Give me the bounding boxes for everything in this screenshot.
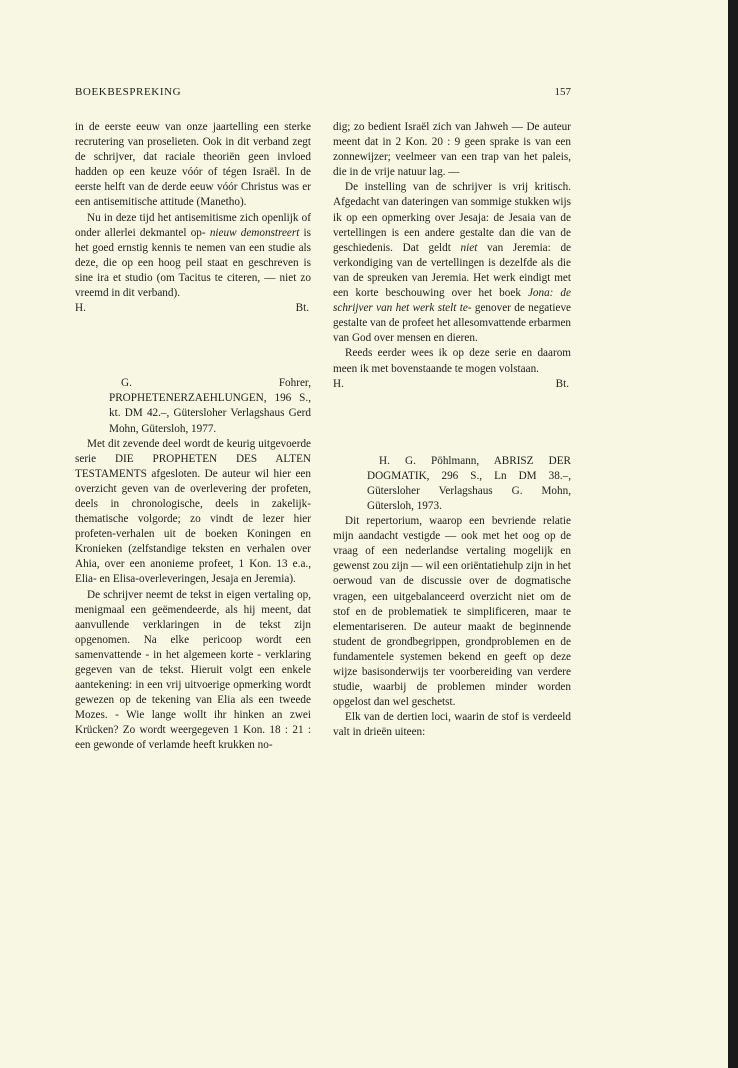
left-paragraph-2 (75, 211, 311, 302)
right-column (333, 120, 571, 740)
page-edge-shadow (728, 0, 738, 1068)
page-number: 157 (554, 86, 571, 98)
book-reference-pohlmann: H. G. Pöhlmann, ABRISZ DER DOGMATIK, 296 S., Ln DM 38.–, Gütersloher Verlagshaus G. Mohn, Gütersloh, 1973. (367, 454, 571, 512)
left-paragraph-2-start: Nu in deze tijd het antisemitisme zich openlijk of onder allerlei dekmantel op- (75, 211, 311, 239)
signature-initials: Bt. (295, 302, 309, 315)
signature-name: H. (333, 377, 344, 390)
review-signature-1 (75, 301, 311, 316)
signature-name: H. (75, 302, 86, 315)
left-paragraph-4: De schrijver neemt de tekst in eigen vertaling op, menigmaal een geëmendeerde, als hij meent, dat aanvullende verklaringen in de tekst zijn opgenomen. Na elke pericoop wordt een samenvattende - in het algemeen korte - verklaring gegeven van de tekst. Hieruit volgt een enkele aantekening: in een vrij uitvoerige opmerking wordt gewezen op de tekening van Elia als een tweede Mozes. - Wie lange wollt ihr hinken an zwei Krücken? Zo wordt weergegeven 1 Kon. 18 : 21 : een gewonde of verlamde heeft krukken no- (75, 588, 311, 752)
right-paragraph-2 (333, 180, 571, 346)
left-column (75, 120, 311, 754)
right-paragraph-2-emphasis-2: Jona: de schrijver van het werk stelt te- (333, 287, 571, 315)
left-paragraph-3: Met dit zevende deel wordt de keurig uitgevoerde serie DIE PROPHETEN DES ALTEN TESTAMENTS afgesloten. De auteur wil hier een overzicht geven van de overlevering der profeten, deels in chronologische, deels in zakelijk-thematische volgorde; zo vindt de lezer hier profeten-verhalen uit de boeken Koningen en Kronieken (zelfstandige teksten en verhalen over Ahia, over een anonieme profeet, 1 Kon. 13 e.a., Elia- en Elisa-overleveringen, Jesaja en Jeremia). (75, 437, 311, 586)
running-title: BOEKBESPREKING (75, 86, 182, 98)
right-paragraph-2-emphasis-1: niet (460, 241, 478, 254)
left-paragraph-2-end: is het goed ernstig kennis te nemen van een studie als deze, die op een hoog peil staat en geschreven is sine ira et studio (om Tacitus te citeren, — niet zo vreemd in dit verband). (75, 226, 312, 300)
right-paragraph-1: dig; zo bedient Israël zich van Jahweh — De auteur meent dat in 2 Kon. 20 : 9 geen sprake is van een zonnewijzer; veelmeer van een trap van het paleis, die in de vrije natuur lag. — (333, 121, 571, 179)
right-paragraph-4: Dit repertorium, waarop een bevriende relatie mijn aandacht vestigde — ook met het oog op de vraag of een nederlandse vertaling mogelijk en gewenst zou zijn — wil een oriëntatiehulp zijn in het oerwoud van de discussie over de dogmatische vragen, een uitgebalanceerd overzicht niet om de stof en de problematiek te simplificeren, maar te elementariseren. De auteur maakt de beginnende student de grondbegrippen, grondproblemen en de fundamentele systemen bekend en geeft op deze wijze basisonderwijs ter voorbereiding van verdere studie, waarbij de problemen minder worden opgelost dan wel geschetst. (333, 515, 571, 709)
signature-initials: Bt. (555, 377, 569, 390)
right-paragraph-2-end: genover de negatieve gestalte van de profeet het allesomvattende erbarmen van God over mensen en dieren. (333, 302, 572, 345)
right-paragraph-5: Elk van de dertien loci, waarin de stof is verdeeld valt in drieën uiteen: (333, 711, 571, 739)
book-reference-fohrer: G. Fohrer, PROPHETENERZAEHLUNGEN, 196 S., kt. DM 42.–, Gütersloher Verlagshaus Gerd Mohn, Gütersloh, 1977. (109, 377, 311, 435)
right-paragraph-3: Reeds eerder wees ik op deze serie en daarom meen ik met bovenstaande te mogen volstaan. (333, 347, 571, 375)
right-paragraph-2-start: De instelling van de schrijver is vrij kritisch. Afgedacht van dateringen van sommige stukken wijs ik op een opmerking over Jesaja: de Jesaia van de vertellingen is een andere gestalte dan die van de geschiedenis. Dat geldt (333, 181, 571, 254)
right-paragraph-2-middle: van Jeremia: de verkondiging van de vertellingen is dezelfde als die van de spreuken van Jeremia. Het werk eindigt met een korte beschouwing over het boek (333, 241, 571, 300)
left-paragraph-2-emphasis: nieuw demonstreert (209, 226, 300, 239)
left-paragraph-1: in de eerste eeuw van onze jaartelling een sterke recrutering van proselieten. Ook in dit verband zegt de schrijver, dat raciale theoriën geen invloed hadden op een keuze vóór of tégen Israël. In de eerste helft van de derde eeuw vóór Christus was er een antisemitische attitude (Manetho). (75, 121, 311, 209)
review-signature-2 (333, 377, 571, 392)
